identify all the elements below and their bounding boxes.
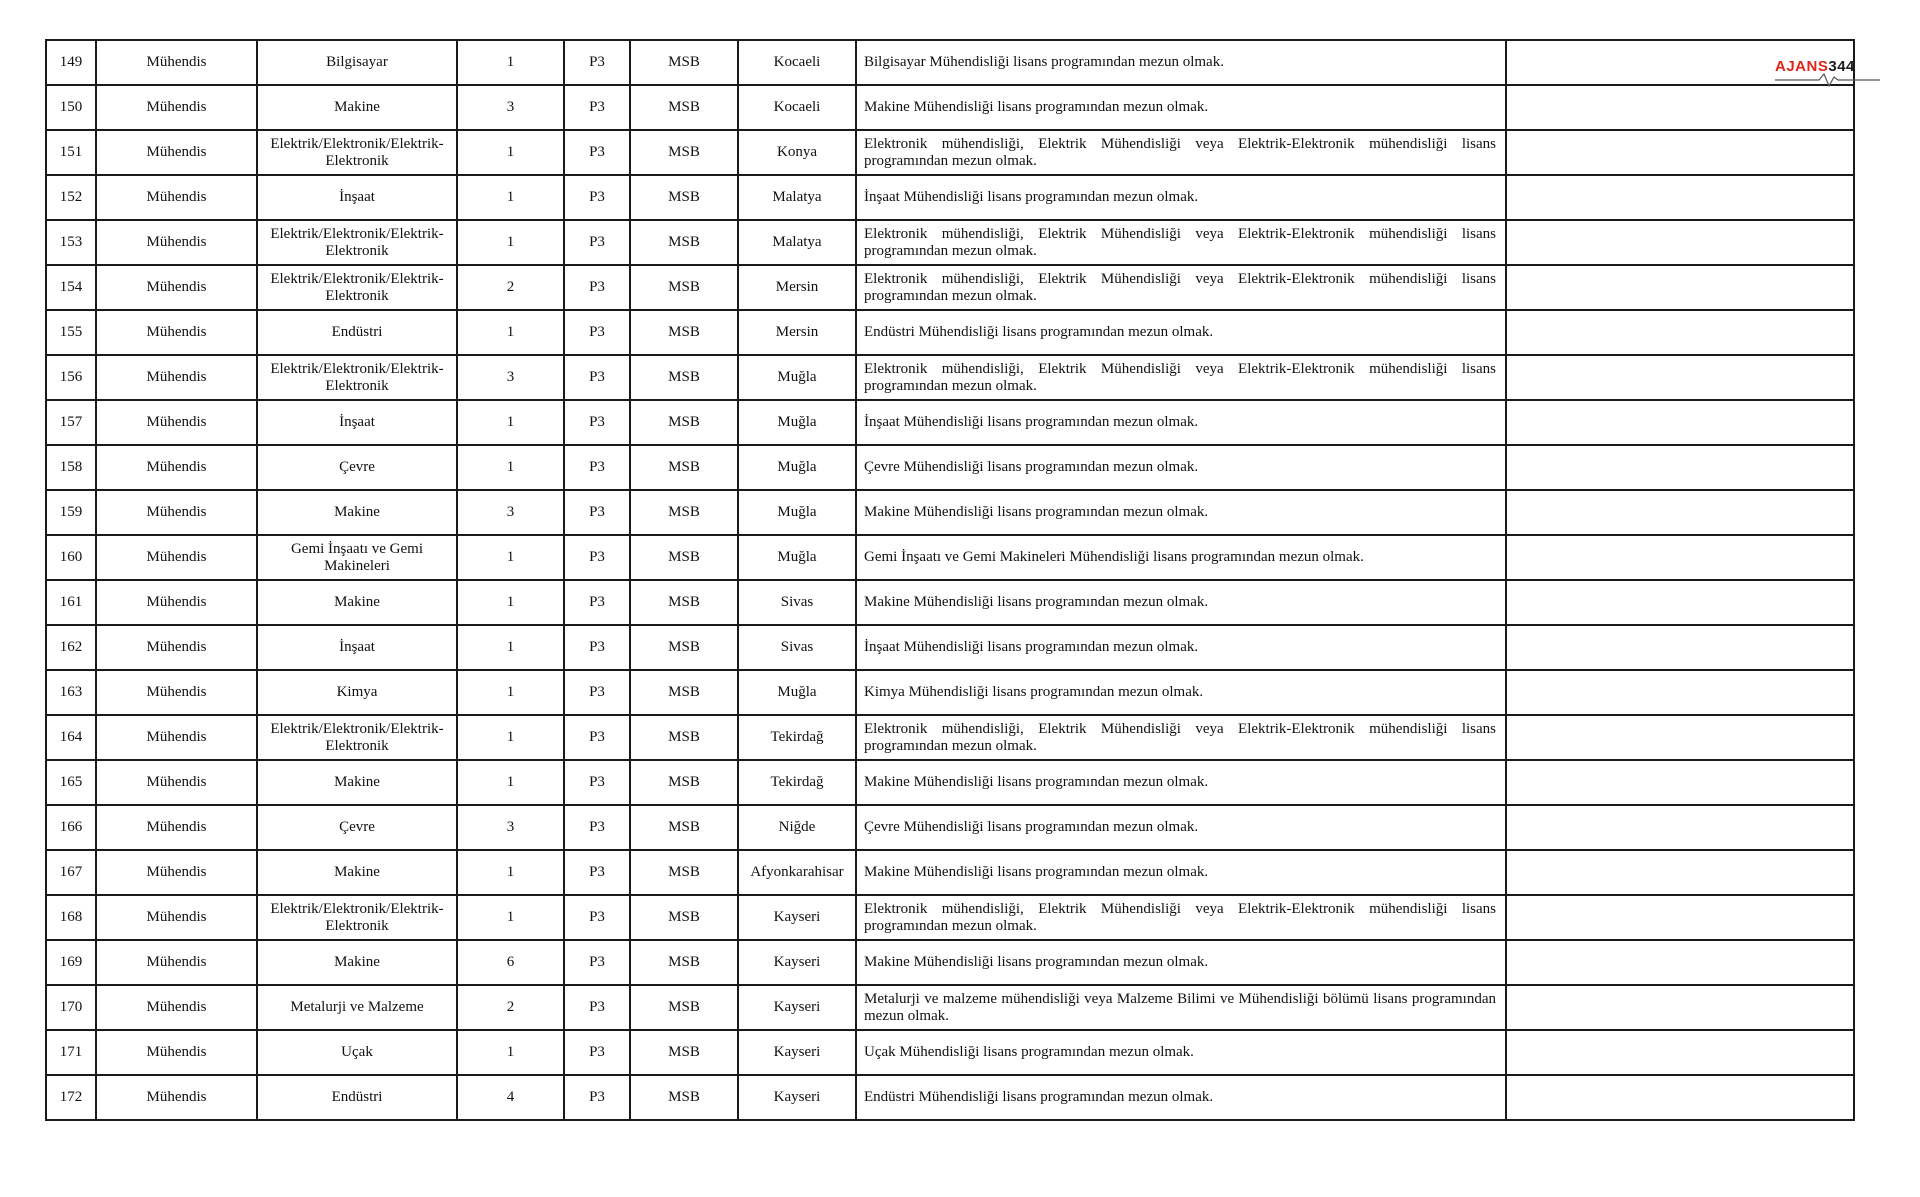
branch-cell: Gemi İnşaatı ve Gemi Makineleri (257, 535, 457, 580)
requirement-cell: Elektronik mühendisliği, Elektrik Mühendisliği veya Elektrik-Elektronik mühendisliği lisans programından mezun olmak. (856, 265, 1506, 310)
position-title-cell: Mühendis (96, 445, 257, 490)
score-type-cell: P3 (564, 715, 630, 760)
branch-cell: Çevre (257, 445, 457, 490)
institution-cell: MSB (630, 940, 738, 985)
table-row (46, 40, 1854, 85)
notes-cell (1506, 985, 1854, 1030)
institution-cell: MSB (630, 130, 738, 175)
branch-cell: Makine (257, 580, 457, 625)
city-cell: Tekirdağ (738, 760, 856, 805)
score-type-cell: P3 (564, 220, 630, 265)
row-number-cell: 164 (46, 715, 96, 760)
institution-cell: MSB (630, 580, 738, 625)
table-row (46, 805, 1854, 850)
quota-count-cell: 1 (457, 445, 564, 490)
notes-cell (1506, 220, 1854, 265)
row-number-cell: 168 (46, 895, 96, 940)
city-cell: Sivas (738, 580, 856, 625)
city-cell: Kocaeli (738, 85, 856, 130)
notes-cell (1506, 400, 1854, 445)
table-row (46, 895, 1854, 940)
city-cell: Kayseri (738, 940, 856, 985)
table-row (46, 490, 1854, 535)
requirement-cell: İnşaat Mühendisliği lisans programından mezun olmak. (856, 625, 1506, 670)
row-number-cell: 153 (46, 220, 96, 265)
row-number-cell: 159 (46, 490, 96, 535)
institution-cell: MSB (630, 85, 738, 130)
notes-cell (1506, 850, 1854, 895)
institution-cell: MSB (630, 310, 738, 355)
table-row (46, 670, 1854, 715)
position-title-cell: Mühendis (96, 310, 257, 355)
branch-cell: Makine (257, 85, 457, 130)
quota-count-cell: 6 (457, 940, 564, 985)
ajans344-watermark-logo (1775, 58, 1880, 90)
score-type-cell: P3 (564, 535, 630, 580)
score-type-cell: P3 (564, 580, 630, 625)
notes-cell (1506, 715, 1854, 760)
table-row (46, 400, 1854, 445)
notes-cell (1506, 805, 1854, 850)
city-cell: Niğde (738, 805, 856, 850)
position-title-cell: Mühendis (96, 130, 257, 175)
document-page (45, 39, 1853, 1121)
row-number-cell: 170 (46, 985, 96, 1030)
notes-cell (1506, 580, 1854, 625)
position-title-cell: Mühendis (96, 265, 257, 310)
quota-count-cell: 2 (457, 985, 564, 1030)
branch-cell: Elektrik/Elektronik/Elektrik-Elektronik (257, 220, 457, 265)
branch-cell: Makine (257, 940, 457, 985)
branch-cell: Elektrik/Elektronik/Elektrik-Elektronik (257, 130, 457, 175)
table-row (46, 355, 1854, 400)
institution-cell: MSB (630, 400, 738, 445)
table-row (46, 1075, 1854, 1120)
institution-cell: MSB (630, 1030, 738, 1075)
score-type-cell: P3 (564, 670, 630, 715)
score-type-cell: P3 (564, 490, 630, 535)
table-row (46, 220, 1854, 265)
requirement-cell: İnşaat Mühendisliği lisans programından mezun olmak. (856, 175, 1506, 220)
table-row (46, 1030, 1854, 1075)
position-title-cell: Mühendis (96, 175, 257, 220)
requirement-cell: Gemi İnşaatı ve Gemi Makineleri Mühendisliği lisans programından mezun olmak. (856, 535, 1506, 580)
table-row (46, 625, 1854, 670)
score-type-cell: P3 (564, 265, 630, 310)
score-type-cell: P3 (564, 355, 630, 400)
quota-count-cell: 3 (457, 355, 564, 400)
city-cell: Kayseri (738, 895, 856, 940)
position-title-cell: Mühendis (96, 85, 257, 130)
quota-count-cell: 1 (457, 670, 564, 715)
institution-cell: MSB (630, 895, 738, 940)
requirement-cell: Makine Mühendisliği lisans programından mezun olmak. (856, 580, 1506, 625)
score-type-cell: P3 (564, 85, 630, 130)
position-title-cell: Mühendis (96, 1030, 257, 1075)
requirement-cell: Uçak Mühendisliği lisans programından mezun olmak. (856, 1030, 1506, 1075)
position-title-cell: Mühendis (96, 220, 257, 265)
requirement-cell: Elektronik mühendisliği, Elektrik Mühendisliği veya Elektrik-Elektronik mühendisliği lisans programından mezun olmak. (856, 220, 1506, 265)
table-row (46, 715, 1854, 760)
positions-table (45, 39, 1855, 1121)
logo-text-right: 344 (1828, 58, 1855, 75)
score-type-cell: P3 (564, 940, 630, 985)
branch-cell: İnşaat (257, 400, 457, 445)
score-type-cell: P3 (564, 805, 630, 850)
position-title-cell: Mühendis (96, 850, 257, 895)
quota-count-cell: 1 (457, 310, 564, 355)
score-type-cell: P3 (564, 760, 630, 805)
branch-cell: Elektrik/Elektronik/Elektrik-Elektronik (257, 895, 457, 940)
table-row (46, 310, 1854, 355)
city-cell: Muğla (738, 400, 856, 445)
row-number-cell: 172 (46, 1075, 96, 1120)
score-type-cell: P3 (564, 130, 630, 175)
branch-cell: Elektrik/Elektronik/Elektrik-Elektronik (257, 715, 457, 760)
city-cell: Muğla (738, 535, 856, 580)
city-cell: Malatya (738, 175, 856, 220)
branch-cell: Makine (257, 490, 457, 535)
notes-cell (1506, 1030, 1854, 1075)
notes-cell (1506, 760, 1854, 805)
institution-cell: MSB (630, 265, 738, 310)
branch-cell: Elektrik/Elektronik/Elektrik-Elektronik (257, 265, 457, 310)
requirement-cell: Endüstri Mühendisliği lisans programından mezun olmak. (856, 310, 1506, 355)
notes-cell (1506, 940, 1854, 985)
notes-cell (1506, 85, 1854, 130)
requirement-cell: Çevre Mühendisliği lisans programından mezun olmak. (856, 445, 1506, 490)
city-cell: Sivas (738, 625, 856, 670)
row-number-cell: 167 (46, 850, 96, 895)
notes-cell (1506, 310, 1854, 355)
institution-cell: MSB (630, 175, 738, 220)
quota-count-cell: 3 (457, 490, 564, 535)
notes-cell (1506, 175, 1854, 220)
city-cell: Mersin (738, 265, 856, 310)
quota-count-cell: 1 (457, 1030, 564, 1075)
row-number-cell: 163 (46, 670, 96, 715)
position-title-cell: Mühendis (96, 805, 257, 850)
table-row (46, 985, 1854, 1030)
row-number-cell: 165 (46, 760, 96, 805)
row-number-cell: 151 (46, 130, 96, 175)
table-body (46, 40, 1854, 1120)
quota-count-cell: 3 (457, 85, 564, 130)
score-type-cell: P3 (564, 985, 630, 1030)
requirement-cell: Makine Mühendisliği lisans programından mezun olmak. (856, 85, 1506, 130)
row-number-cell: 156 (46, 355, 96, 400)
row-number-cell: 155 (46, 310, 96, 355)
logo-text-left: AJANS (1775, 58, 1829, 75)
city-cell: Kocaeli (738, 40, 856, 85)
branch-cell: Kimya (257, 670, 457, 715)
requirement-cell: Çevre Mühendisliği lisans programından mezun olmak. (856, 805, 1506, 850)
city-cell: Kayseri (738, 985, 856, 1030)
score-type-cell: P3 (564, 40, 630, 85)
quota-count-cell: 1 (457, 850, 564, 895)
notes-cell (1506, 355, 1854, 400)
position-title-cell: Mühendis (96, 400, 257, 445)
table-row (46, 760, 1854, 805)
requirement-cell: Makine Mühendisliği lisans programından mezun olmak. (856, 850, 1506, 895)
table-row (46, 940, 1854, 985)
heartbeat-line-icon (1775, 72, 1880, 88)
score-type-cell: P3 (564, 625, 630, 670)
branch-cell: Makine (257, 760, 457, 805)
institution-cell: MSB (630, 445, 738, 490)
quota-count-cell: 1 (457, 895, 564, 940)
requirement-cell: Elektronik mühendisliği, Elektrik Mühendisliği veya Elektrik-Elektronik mühendisliği lisans programından mezun olmak. (856, 895, 1506, 940)
row-number-cell: 157 (46, 400, 96, 445)
score-type-cell: P3 (564, 850, 630, 895)
position-title-cell: Mühendis (96, 580, 257, 625)
row-number-cell: 169 (46, 940, 96, 985)
quota-count-cell: 1 (457, 760, 564, 805)
city-cell: Mersin (738, 310, 856, 355)
city-cell: Afyonkarahisar (738, 850, 856, 895)
notes-cell (1506, 625, 1854, 670)
city-cell: Muğla (738, 445, 856, 490)
institution-cell: MSB (630, 1075, 738, 1120)
table-row (46, 445, 1854, 490)
notes-cell (1506, 445, 1854, 490)
position-title-cell: Mühendis (96, 715, 257, 760)
position-title-cell: Mühendis (96, 670, 257, 715)
requirement-cell: Endüstri Mühendisliği lisans programından mezun olmak. (856, 1075, 1506, 1120)
row-number-cell: 158 (46, 445, 96, 490)
branch-cell: Uçak (257, 1030, 457, 1075)
requirement-cell: Bilgisayar Mühendisliği lisans programından mezun olmak. (856, 40, 1506, 85)
row-number-cell: 150 (46, 85, 96, 130)
institution-cell: MSB (630, 625, 738, 670)
quota-count-cell: 3 (457, 805, 564, 850)
table-row (46, 85, 1854, 130)
table-row (46, 580, 1854, 625)
branch-cell: Endüstri (257, 1075, 457, 1120)
quota-count-cell: 1 (457, 175, 564, 220)
quota-count-cell: 4 (457, 1075, 564, 1120)
position-title-cell: Mühendis (96, 625, 257, 670)
city-cell: Muğla (738, 490, 856, 535)
row-number-cell: 166 (46, 805, 96, 850)
row-number-cell: 171 (46, 1030, 96, 1075)
position-title-cell: Mühendis (96, 355, 257, 400)
institution-cell: MSB (630, 760, 738, 805)
branch-cell: Endüstri (257, 310, 457, 355)
position-title-cell: Mühendis (96, 985, 257, 1030)
table-row (46, 130, 1854, 175)
institution-cell: MSB (630, 535, 738, 580)
branch-cell: Çevre (257, 805, 457, 850)
city-cell: Muğla (738, 355, 856, 400)
branch-cell: Makine (257, 850, 457, 895)
institution-cell: MSB (630, 355, 738, 400)
score-type-cell: P3 (564, 310, 630, 355)
position-title-cell: Mühendis (96, 40, 257, 85)
branch-cell: Elektrik/Elektronik/Elektrik-Elektronik (257, 355, 457, 400)
notes-cell (1506, 670, 1854, 715)
notes-cell (1506, 130, 1854, 175)
score-type-cell: P3 (564, 400, 630, 445)
requirement-cell: İnşaat Mühendisliği lisans programından mezun olmak. (856, 400, 1506, 445)
branch-cell: Metalurji ve Malzeme (257, 985, 457, 1030)
quota-count-cell: 2 (457, 265, 564, 310)
institution-cell: MSB (630, 805, 738, 850)
notes-cell (1506, 535, 1854, 580)
row-number-cell: 152 (46, 175, 96, 220)
quota-count-cell: 1 (457, 40, 564, 85)
branch-cell: Bilgisayar (257, 40, 457, 85)
institution-cell: MSB (630, 850, 738, 895)
row-number-cell: 161 (46, 580, 96, 625)
requirement-cell: Makine Mühendisliği lisans programından mezun olmak. (856, 940, 1506, 985)
position-title-cell: Mühendis (96, 490, 257, 535)
position-title-cell: Mühendis (96, 1075, 257, 1120)
institution-cell: MSB (630, 670, 738, 715)
table-row (46, 850, 1854, 895)
city-cell: Konya (738, 130, 856, 175)
quota-count-cell: 1 (457, 715, 564, 760)
branch-cell: İnşaat (257, 175, 457, 220)
requirement-cell: Metalurji ve malzeme mühendisliği veya Malzeme Bilimi ve Mühendisliği bölümü lisans programından mezun olmak. (856, 985, 1506, 1030)
score-type-cell: P3 (564, 1030, 630, 1075)
quota-count-cell: 1 (457, 580, 564, 625)
notes-cell (1506, 265, 1854, 310)
score-type-cell: P3 (564, 895, 630, 940)
institution-cell: MSB (630, 40, 738, 85)
quota-count-cell: 1 (457, 535, 564, 580)
table-row (46, 175, 1854, 220)
requirement-cell: Elektronik mühendisliği, Elektrik Mühendisliği veya Elektrik-Elektronik mühendisliği lisans programından mezun olmak. (856, 715, 1506, 760)
city-cell: Kayseri (738, 1030, 856, 1075)
position-title-cell: Mühendis (96, 940, 257, 985)
institution-cell: MSB (630, 985, 738, 1030)
city-cell: Tekirdağ (738, 715, 856, 760)
position-title-cell: Mühendis (96, 535, 257, 580)
table-row (46, 535, 1854, 580)
table-row (46, 265, 1854, 310)
institution-cell: MSB (630, 715, 738, 760)
position-title-cell: Mühendis (96, 895, 257, 940)
quota-count-cell: 1 (457, 625, 564, 670)
row-number-cell: 149 (46, 40, 96, 85)
city-cell: Muğla (738, 670, 856, 715)
city-cell: Malatya (738, 220, 856, 265)
branch-cell: İnşaat (257, 625, 457, 670)
row-number-cell: 160 (46, 535, 96, 580)
row-number-cell: 154 (46, 265, 96, 310)
quota-count-cell: 1 (457, 220, 564, 265)
notes-cell (1506, 490, 1854, 535)
institution-cell: MSB (630, 490, 738, 535)
requirement-cell: Makine Mühendisliği lisans programından mezun olmak. (856, 760, 1506, 805)
quota-count-cell: 1 (457, 400, 564, 445)
requirement-cell: Elektronik mühendisliği, Elektrik Mühendisliği veya Elektrik-Elektronik mühendisliği lisans programından mezun olmak. (856, 130, 1506, 175)
requirement-cell: Elektronik mühendisliği, Elektrik Mühendisliği veya Elektrik-Elektronik mühendisliği lisans programından mezun olmak. (856, 355, 1506, 400)
score-type-cell: P3 (564, 175, 630, 220)
notes-cell (1506, 895, 1854, 940)
score-type-cell: P3 (564, 1075, 630, 1120)
position-title-cell: Mühendis (96, 760, 257, 805)
notes-cell (1506, 1075, 1854, 1120)
requirement-cell: Kimya Mühendisliği lisans programından mezun olmak. (856, 670, 1506, 715)
row-number-cell: 162 (46, 625, 96, 670)
score-type-cell: P3 (564, 445, 630, 490)
quota-count-cell: 1 (457, 130, 564, 175)
institution-cell: MSB (630, 220, 738, 265)
requirement-cell: Makine Mühendisliği lisans programından mezun olmak. (856, 490, 1506, 535)
city-cell: Kayseri (738, 1075, 856, 1120)
